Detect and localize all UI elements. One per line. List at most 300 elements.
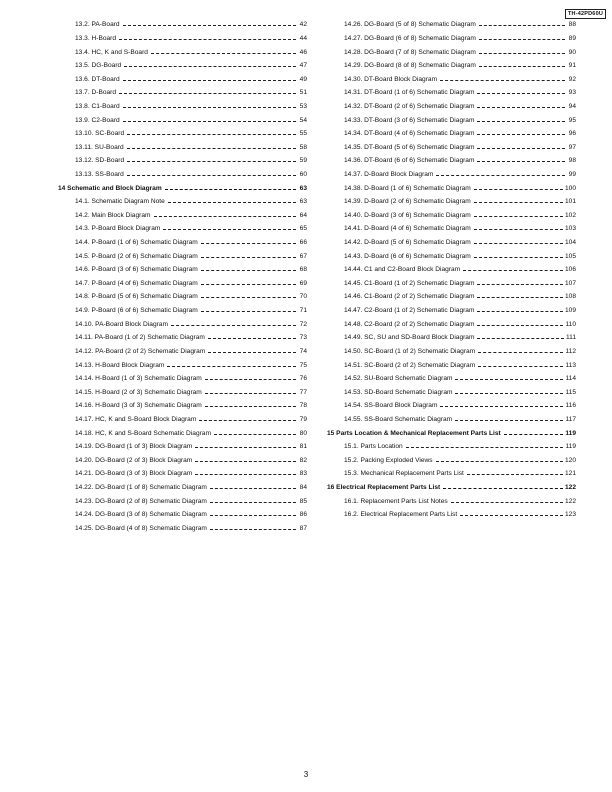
toc-page-number: 106 xyxy=(564,266,576,274)
toc-dot-leader xyxy=(477,338,564,339)
toc-page-number: 63 xyxy=(299,184,307,192)
toc-entry-title: 13.11. SU-Board xyxy=(75,143,124,151)
toc-entry[interactable] xyxy=(327,399,576,413)
toc-page-number: 105 xyxy=(564,252,576,260)
toc-section-heading[interactable] xyxy=(327,426,576,440)
toc-dot-leader xyxy=(210,515,296,516)
toc-entry-title: 14.51. SC-Board (2 of 2) Schematic Diagram xyxy=(344,361,476,369)
toc-entry-title: 14.6. P-Board (3 of 6) Schematic Diagram xyxy=(75,266,198,274)
toc-entry-title: 13.5. DG-Board xyxy=(75,62,122,70)
toc-entry[interactable] xyxy=(327,100,576,114)
toc-entry[interactable] xyxy=(58,385,307,399)
toc-entry-title: 14.5. P-Board (2 of 6) Schematic Diagram xyxy=(75,252,198,260)
toc-page-number: 67 xyxy=(299,252,307,260)
toc-dot-leader xyxy=(451,502,563,503)
toc-entry[interactable] xyxy=(58,508,307,522)
toc-entry-title: 15.3. Mechanical Replacement Parts List xyxy=(344,470,464,478)
toc-page-number: 90 xyxy=(568,48,576,56)
toc-left-column xyxy=(58,18,307,535)
toc-entry[interactable] xyxy=(327,331,576,345)
toc-page-number: 101 xyxy=(564,198,576,206)
toc-entry-title: 16.1. Replacement Parts List Notes xyxy=(344,497,448,505)
toc-page-number: 47 xyxy=(299,62,307,70)
toc-entry[interactable] xyxy=(58,127,307,141)
toc-entry-title: 14.13. H-Board Block Diagram xyxy=(75,361,165,369)
toc-dot-leader xyxy=(406,447,564,448)
toc-page-number: 96 xyxy=(568,130,576,138)
toc-entry-title: 13.13. SS-Board xyxy=(75,171,124,178)
toc-dot-leader xyxy=(478,366,563,367)
toc-page-number: 89 xyxy=(568,34,576,42)
toc-entry-title: 14.10. PA-Board Block Diagram xyxy=(75,320,168,328)
toc-dot-leader xyxy=(504,434,564,435)
toc-entry-title: 14.44. C1 and C2-Board Block Diagram xyxy=(344,266,461,274)
toc-entry-title: 14.20. DG-Board (2 of 3) Block Diagram xyxy=(75,456,193,464)
toc-entry[interactable] xyxy=(58,154,307,168)
toc-dot-leader xyxy=(477,107,565,108)
toc-entry[interactable] xyxy=(327,277,576,291)
toc-entry[interactable] xyxy=(58,345,307,359)
toc-entry-title: 16.2. Electrical Replacement Parts List xyxy=(344,511,458,519)
toc-dot-leader xyxy=(436,175,565,176)
toc-entry[interactable] xyxy=(58,317,307,331)
toc-entry-title: 13.12. SD-Board xyxy=(75,157,125,165)
toc-dot-leader xyxy=(201,270,296,271)
toc-entry-title: 14.29. DG-Board (8 of 8) Schematic Diagram xyxy=(344,62,476,70)
toc-page-number: 65 xyxy=(299,225,307,233)
toc-entry-title: 14.14. H-Board (1 of 3) Schematic Diagram xyxy=(75,375,202,383)
toc-dot-leader xyxy=(127,148,296,149)
toc-entry[interactable] xyxy=(58,304,307,318)
toc-page-number: 92 xyxy=(568,75,576,83)
toc-entry-title: 14.47. C2-Board (1 of 2) Schematic Diagram xyxy=(344,307,475,315)
toc-dot-leader xyxy=(474,229,563,230)
toc-entry[interactable] xyxy=(327,154,576,168)
toc-entry-title: 13.2. PA-Board xyxy=(75,21,120,29)
toc-dot-leader xyxy=(477,148,565,149)
toc-dot-leader xyxy=(467,474,563,475)
toc-entry[interactable] xyxy=(58,59,307,73)
toc-page-number: 95 xyxy=(568,116,576,124)
toc-dot-leader xyxy=(119,93,296,94)
toc-page-number: 81 xyxy=(299,443,307,451)
toc-entry-title: 14.34. DT-Board (4 of 6) Schematic Diagram xyxy=(344,130,475,138)
toc-dot-leader xyxy=(443,488,563,489)
toc-entry-title: 14.25. DG-Board (4 of 8) Schematic Diagram xyxy=(75,524,207,532)
toc-page-number: 86 xyxy=(299,511,307,519)
toc-dot-leader xyxy=(167,366,296,367)
toc-dot-leader xyxy=(214,434,296,435)
toc-page-number: 79 xyxy=(299,415,307,423)
toc-entry-title: 15.1. Parts Location xyxy=(344,443,403,451)
toc-entry[interactable] xyxy=(58,426,307,440)
toc-page-number: 76 xyxy=(299,375,307,383)
toc-entry-title: 14.31. DT-Board (1 of 6) Schematic Diagram xyxy=(344,89,475,97)
toc-entry-title: 13.3. H-Board xyxy=(75,34,117,42)
toc-entry-title: 14 Schematic and Block Diagram xyxy=(58,184,162,192)
toc-entry-title: 14.9. P-Board (6 of 6) Schematic Diagram xyxy=(75,307,198,315)
toc-entry[interactable] xyxy=(327,413,576,427)
toc-page-number: 84 xyxy=(299,484,307,492)
toc-entry-title: 14.35. DT-Board (5 of 6) Schematic Diagram xyxy=(344,143,475,151)
toc-entry-title: 14.41. D-Board (4 of 6) Schematic Diagram xyxy=(344,225,471,233)
toc-dot-leader xyxy=(477,297,563,298)
toc-entry[interactable] xyxy=(58,277,307,291)
toc-entry[interactable] xyxy=(58,494,307,508)
toc-dot-leader xyxy=(154,216,297,217)
toc-dot-leader xyxy=(201,257,296,258)
toc-page-number: 119 xyxy=(565,429,576,437)
toc-dot-leader xyxy=(477,93,565,94)
toc-page-number: 91 xyxy=(568,62,576,70)
toc-entry-title: 13.10. SC-Board xyxy=(75,130,125,138)
toc-dot-leader xyxy=(455,420,563,421)
toc-entry[interactable] xyxy=(327,236,576,250)
toc-entry-title: 14.11. PA-Board (1 of 2) Schematic Diagram xyxy=(75,334,205,342)
toc-dot-leader xyxy=(205,379,296,380)
toc-dot-leader xyxy=(210,502,296,503)
toc-page-number: 83 xyxy=(299,470,307,478)
toc-entry[interactable] xyxy=(58,454,307,468)
toc-page-number: 73 xyxy=(299,334,307,342)
toc-dot-leader xyxy=(151,53,296,54)
toc-dot-leader xyxy=(455,393,563,394)
toc-entry[interactable] xyxy=(58,290,307,304)
toc-page-number: 75 xyxy=(299,361,307,369)
toc-page-number: 46 xyxy=(299,48,307,56)
toc-entry-title: 14.2. Main Block Diagram xyxy=(75,211,151,219)
toc-dot-leader xyxy=(477,161,565,162)
toc-entry-title: 14.33. DT-Board (3 of 6) Schematic Diagram xyxy=(344,116,475,124)
toc-entry[interactable] xyxy=(58,481,307,495)
toc-entry[interactable] xyxy=(327,345,576,359)
toc-entry[interactable] xyxy=(58,140,307,154)
toc-dot-leader xyxy=(477,121,565,122)
toc-dot-leader xyxy=(127,175,296,176)
toc-right-column xyxy=(327,18,576,522)
toc-dot-leader xyxy=(479,25,565,26)
toc-dot-leader xyxy=(201,297,296,298)
toc-entry[interactable] xyxy=(58,467,307,481)
toc-page-number: 97 xyxy=(568,143,576,151)
toc-entry-title: 15 Parts Location & Mechanical Replacement Parts List xyxy=(327,429,501,437)
toc-page-number: 87 xyxy=(299,524,307,532)
toc-page-number: 103 xyxy=(564,225,576,233)
toc-entry-title: 14.50. SC-Board (1 of 2) Schematic Diagram xyxy=(344,347,476,355)
toc-page-number: 72 xyxy=(299,320,307,328)
toc-page-number: 122 xyxy=(564,484,576,492)
toc-page-number: 99 xyxy=(568,171,576,178)
toc-dot-leader xyxy=(123,25,296,26)
toc-entry-title: 14.39. D-Board (2 of 6) Schematic Diagram xyxy=(344,198,471,206)
toc-entry-title: 14.7. P-Board (4 of 6) Schematic Diagram xyxy=(75,279,198,287)
toc-page-number: 85 xyxy=(299,497,307,505)
toc-entry[interactable] xyxy=(327,440,576,454)
toc-entry-title: 14.8. P-Board (5 of 6) Schematic Diagram xyxy=(75,293,198,301)
toc-entry[interactable] xyxy=(58,331,307,345)
toc-entry-title: 14.24. DG-Board (3 of 8) Schematic Diagram xyxy=(75,511,207,519)
toc-dot-leader xyxy=(477,284,563,285)
toc-entry-title: 16 Electrical Replacement Parts List xyxy=(327,484,441,492)
toc-entry[interactable] xyxy=(327,454,576,468)
toc-entry-title: 14.19. DG-Board (1 of 3) Block Diagram xyxy=(75,443,193,451)
toc-dot-leader xyxy=(171,325,296,326)
toc-entry[interactable] xyxy=(327,168,576,182)
toc-entry-title: 14.43. D-Board (6 of 6) Schematic Diagram xyxy=(344,252,471,260)
toc-page-number: 51 xyxy=(299,89,307,97)
toc-dot-leader xyxy=(477,311,563,312)
toc-entry-title: 14.52. SU-Board Schematic Diagram xyxy=(344,375,453,383)
toc-entry-title: 14.17. HC, K and S-Board Block Diagram xyxy=(75,415,197,423)
toc-entry[interactable] xyxy=(327,209,576,223)
toc-page-number: 60 xyxy=(299,171,307,178)
toc-entry-title: 14.27. DG-Board (6 of 8) Schematic Diagram xyxy=(344,34,476,42)
toc-page-number: 77 xyxy=(299,388,307,396)
toc-page-number: 100 xyxy=(564,184,576,192)
toc-entry-title: 14.49. SC, SU and SD-Board Block Diagram xyxy=(344,334,475,342)
toc-dot-leader xyxy=(127,161,296,162)
toc-entry-title: 14.45. C1-Board (1 of 2) Schematic Diagram xyxy=(344,279,475,287)
toc-entry[interactable] xyxy=(327,317,576,331)
toc-entry-title: 14.23. DG-Board (2 of 8) Schematic Diagram xyxy=(75,497,207,505)
toc-entry-title: 14.30. DT-Board Block Diagram xyxy=(344,75,438,83)
toc-page-number: 69 xyxy=(299,279,307,287)
toc-dot-leader xyxy=(477,134,565,135)
toc-entry[interactable] xyxy=(58,86,307,100)
toc-entry[interactable] xyxy=(58,249,307,263)
toc-page-number: 42 xyxy=(299,21,307,29)
toc-dot-leader xyxy=(123,121,296,122)
toc-dot-leader xyxy=(201,243,296,244)
toc-entry-title: 14.36. DT-Board (6 of 6) Schematic Diagram xyxy=(344,157,475,165)
toc-entry[interactable] xyxy=(327,113,576,127)
toc-entry-title: 13.7. D-Board xyxy=(75,89,117,97)
toc-entry[interactable] xyxy=(327,45,576,59)
toc-dot-leader xyxy=(205,406,296,407)
toc-entry[interactable] xyxy=(327,140,576,154)
toc-entry[interactable] xyxy=(58,113,307,127)
toc-entry[interactable] xyxy=(58,222,307,236)
toc-page-number: 108 xyxy=(564,293,576,301)
toc-page-number: 55 xyxy=(299,130,307,138)
toc-entry[interactable] xyxy=(327,32,576,46)
toc-entry-title: 14.42. D-Board (5 of 6) Schematic Diagram xyxy=(344,239,471,247)
toc-entry[interactable] xyxy=(327,372,576,386)
toc-entry[interactable] xyxy=(327,249,576,263)
toc-entry-title: 14.26. DG-Board (5 of 8) Schematic Diagram xyxy=(344,21,476,29)
toc-entry-title: 14.4. P-Board (1 of 6) Schematic Diagram xyxy=(75,239,198,247)
toc-page-number: 123 xyxy=(564,511,576,519)
toc-page-number: 114 xyxy=(565,375,576,383)
toc-entry[interactable] xyxy=(58,168,307,182)
toc-page-number: 112 xyxy=(565,347,576,355)
toc-entry[interactable] xyxy=(58,522,307,536)
toc-entry-title: 13.8. C1-Board xyxy=(75,102,120,110)
toc-page-number: 121 xyxy=(564,470,576,478)
toc-entry[interactable] xyxy=(58,372,307,386)
model-number-tag: TH-42PD60U xyxy=(565,9,606,19)
toc-dot-leader xyxy=(208,338,296,339)
toc-page-number: 74 xyxy=(299,347,307,355)
toc-page-number: 54 xyxy=(299,116,307,124)
toc-dot-leader xyxy=(165,189,296,190)
toc-page-number: 58 xyxy=(299,143,307,151)
toc-entry[interactable] xyxy=(58,399,307,413)
toc-dot-leader xyxy=(123,80,296,81)
toc-page-number: 122 xyxy=(564,497,576,505)
toc-entry-title: 14.40. D-Board (3 of 6) Schematic Diagram xyxy=(344,211,471,219)
toc-entry-title: 14.18. HC, K and S-Board Schematic Diagram xyxy=(75,429,211,437)
toc-page-number: 59 xyxy=(299,157,307,165)
toc-page-number: 82 xyxy=(299,456,307,464)
toc-page-number: 80 xyxy=(299,429,307,437)
toc-page-number: 68 xyxy=(299,266,307,274)
toc-entry-title: 14.12. PA-Board (2 of 2) Schematic Diagram xyxy=(75,347,206,355)
toc-page-number: 117 xyxy=(565,415,576,423)
toc-dot-leader xyxy=(474,189,563,190)
toc-entry-title: 14.15. H-Board (2 of 3) Schematic Diagram xyxy=(75,388,202,396)
toc-dot-leader xyxy=(474,257,563,258)
toc-entry-title: 14.48. C2-Board (2 of 2) Schematic Diagram xyxy=(344,320,475,328)
toc-dot-leader xyxy=(436,461,563,462)
toc-dot-leader xyxy=(455,379,563,380)
toc-entry-title: 14.28. DG-Board (7 of 8) Schematic Diagram xyxy=(344,48,476,56)
toc-entry[interactable] xyxy=(58,18,307,32)
toc-entry[interactable] xyxy=(327,72,576,86)
toc-dot-leader xyxy=(124,66,296,67)
toc-entry[interactable] xyxy=(327,494,576,508)
toc-page-number: 102 xyxy=(564,211,576,219)
toc-entry[interactable] xyxy=(327,222,576,236)
toc-dot-leader xyxy=(440,406,563,407)
toc-entry-title: 14.55. SS-Board Schematic Diagram xyxy=(344,415,453,423)
toc-entry[interactable] xyxy=(327,127,576,141)
toc-entry[interactable] xyxy=(327,385,576,399)
toc-page-number: 70 xyxy=(299,293,307,301)
toc-section-heading[interactable] xyxy=(58,181,307,195)
toc-page-number: 53 xyxy=(299,102,307,110)
toc-entry-title: 14.53. SD-Board Schematic Diagram xyxy=(344,388,453,396)
toc-dot-leader xyxy=(479,53,565,54)
toc-page-number: 107 xyxy=(564,279,576,287)
toc-page-number: 119 xyxy=(565,443,576,451)
toc-dot-leader xyxy=(127,134,296,135)
toc-entry-title: 14.21. DG-Board (3 of 3) Block Diagram xyxy=(75,470,193,478)
toc-page-number: 94 xyxy=(568,102,576,110)
toc-page-number: 71 xyxy=(299,307,307,315)
toc-entry[interactable] xyxy=(58,195,307,209)
toc-entry-title: 15.2. Packing Exploded Views xyxy=(344,456,433,464)
toc-entry[interactable] xyxy=(327,358,576,372)
toc-dot-leader xyxy=(478,352,563,353)
toc-entry[interactable] xyxy=(327,304,576,318)
toc-page-number: 109 xyxy=(564,307,576,315)
toc-page-number: 116 xyxy=(565,402,576,410)
toc-entry-title: 14.22. DG-Board (1 of 8) Schematic Diagram xyxy=(75,484,207,492)
toc-page-number: 88 xyxy=(568,21,576,29)
toc-page-number: 98 xyxy=(568,157,576,165)
toc-dot-leader xyxy=(195,474,296,475)
toc-page-number: 78 xyxy=(299,402,307,410)
toc-dot-leader xyxy=(210,488,296,489)
toc-entry-title: 14.32. DT-Board (2 of 6) Schematic Diagram xyxy=(344,102,475,110)
toc-dot-leader xyxy=(474,216,563,217)
toc-dot-leader xyxy=(208,352,296,353)
toc-entry[interactable] xyxy=(58,100,307,114)
toc-dot-leader xyxy=(460,515,563,516)
toc-dot-leader xyxy=(201,311,296,312)
toc-dot-leader xyxy=(440,80,565,81)
toc-entry[interactable] xyxy=(58,263,307,277)
toc-entry[interactable] xyxy=(327,18,576,32)
toc-entry[interactable] xyxy=(327,263,576,277)
toc-entry[interactable] xyxy=(327,59,576,73)
toc-dot-leader xyxy=(119,39,296,40)
toc-page-number: 63 xyxy=(299,198,307,206)
toc-entry[interactable] xyxy=(327,195,576,209)
toc-entry-title: 14.38. D-Board (1 of 6) Schematic Diagram xyxy=(344,184,471,192)
toc-dot-leader xyxy=(463,270,563,271)
toc-dot-leader xyxy=(201,284,296,285)
toc-entry[interactable] xyxy=(58,72,307,86)
toc-entry-title: 14.3. P-Board Block Diagram xyxy=(75,225,161,233)
toc-page-number: 113 xyxy=(565,361,576,369)
toc-dot-leader xyxy=(210,529,296,530)
toc-entry[interactable] xyxy=(327,467,576,481)
toc-entry-title: 13.6. DT-Board xyxy=(75,75,120,83)
toc-page-number: 66 xyxy=(299,239,307,247)
toc-page-number: 64 xyxy=(299,211,307,219)
toc-entry[interactable] xyxy=(327,181,576,195)
toc-entry[interactable] xyxy=(58,45,307,59)
toc-entry-title: 14.37. D-Board Block Diagram xyxy=(344,171,434,178)
toc-dot-leader xyxy=(477,325,563,326)
toc-dot-leader xyxy=(205,393,296,394)
toc-dot-leader xyxy=(123,107,296,108)
toc-entry-title: 14.1. Schematic Diagram Note xyxy=(75,198,165,206)
toc-entry-title: 14.46. C1-Board (2 of 2) Schematic Diagram xyxy=(344,293,475,301)
toc-entry[interactable] xyxy=(58,236,307,250)
toc-page-number: 120 xyxy=(564,456,576,464)
toc-page-number: 49 xyxy=(299,75,307,83)
toc-entry-title: 13.4. HC, K and S-Board xyxy=(75,48,148,56)
toc-dot-leader xyxy=(474,243,563,244)
toc-entry[interactable] xyxy=(327,508,576,522)
toc-dot-leader xyxy=(474,202,563,203)
toc-dot-leader xyxy=(195,461,296,462)
toc-entry[interactable] xyxy=(58,209,307,223)
toc-entry[interactable] xyxy=(327,86,576,100)
toc-entry[interactable] xyxy=(58,440,307,454)
toc-entry-title: 14.54. SS-Board Block Diagram xyxy=(344,402,438,410)
toc-dot-leader xyxy=(168,202,296,203)
toc-entry-title: 14.16. H-Board (3 of 3) Schematic Diagram xyxy=(75,402,202,410)
toc-section-heading[interactable] xyxy=(327,481,576,495)
toc-entry-title: 13.9. C2-Board xyxy=(75,116,120,124)
toc-page-number: 110 xyxy=(565,320,576,328)
toc-entry[interactable] xyxy=(58,32,307,46)
toc-dot-leader xyxy=(479,39,565,40)
toc-entry[interactable] xyxy=(58,413,307,427)
toc-entry[interactable] xyxy=(327,290,576,304)
page-number: 3 xyxy=(303,770,309,779)
toc-entry[interactable] xyxy=(58,358,307,372)
toc-page-number: 115 xyxy=(565,388,576,396)
toc-dot-leader xyxy=(479,66,565,67)
toc-page-number: 111 xyxy=(565,334,576,342)
toc-page-number: 104 xyxy=(564,239,576,247)
toc-dot-leader xyxy=(195,447,296,448)
